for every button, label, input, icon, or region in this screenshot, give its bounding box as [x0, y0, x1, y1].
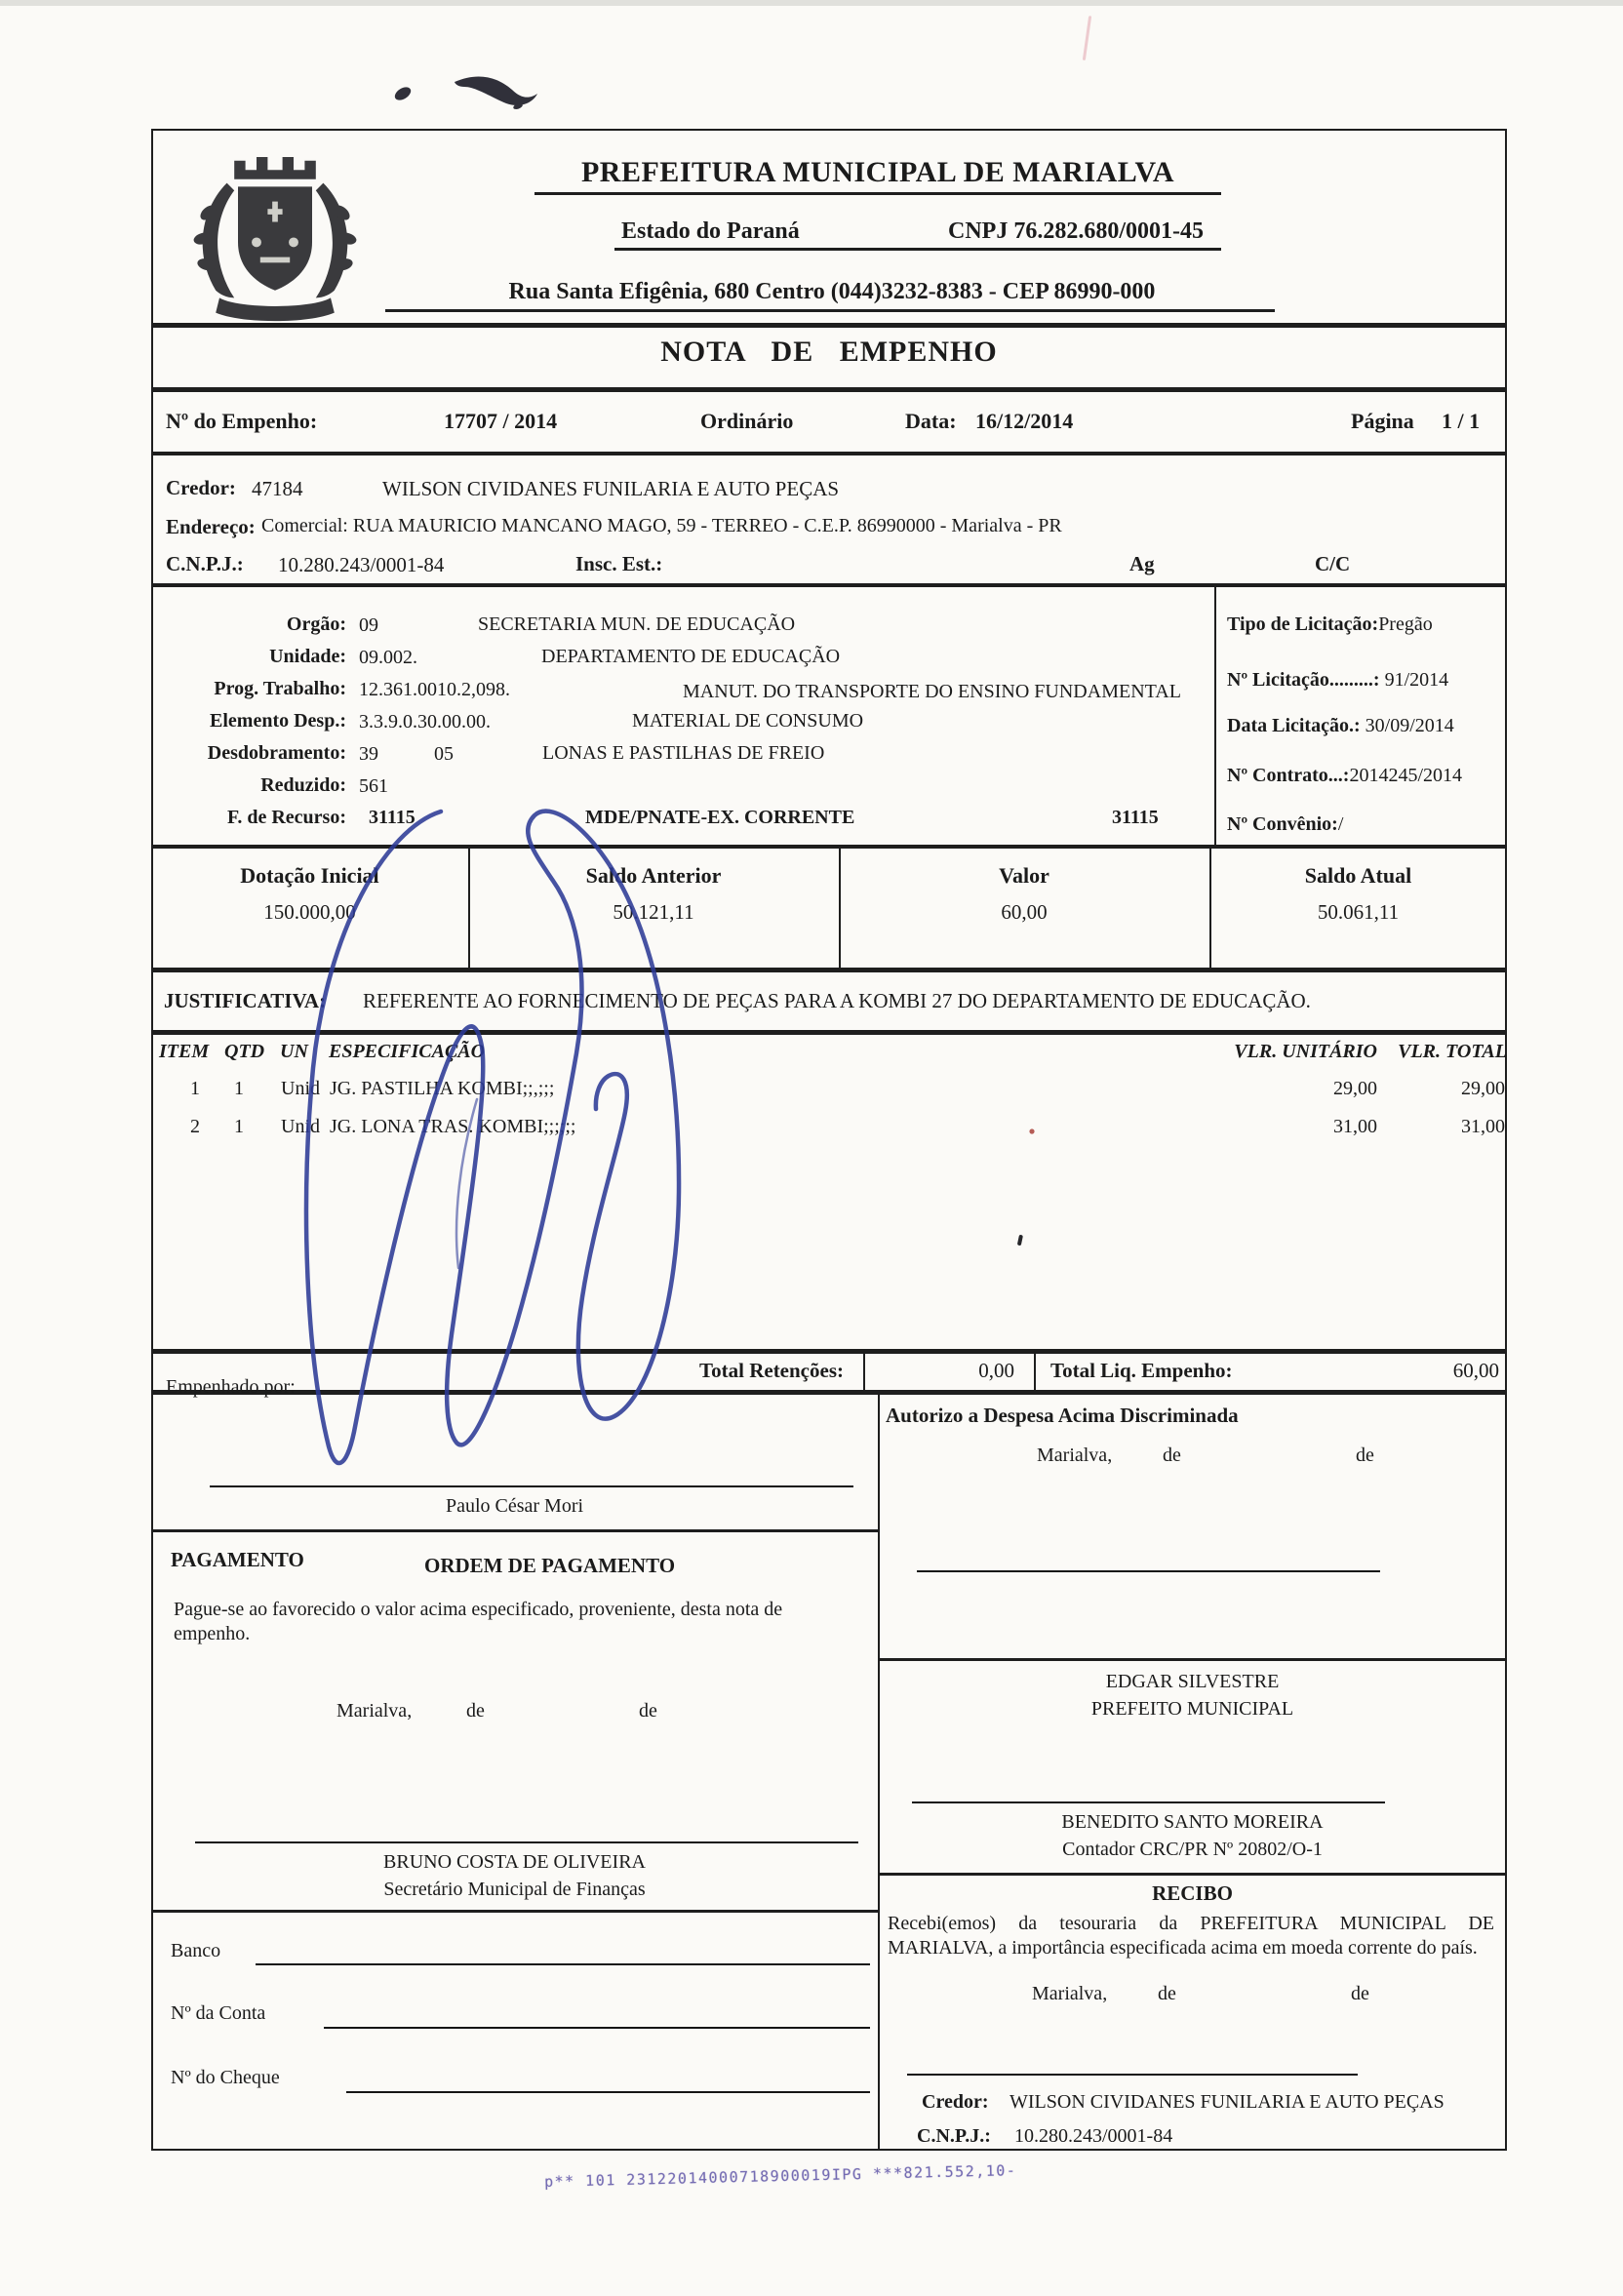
valor-header: Valor	[999, 863, 1049, 888]
address-underline	[385, 309, 1275, 312]
total-liq-label: Total Liq. Empenho:	[1050, 1359, 1233, 1382]
orgao-code: 09	[359, 614, 378, 636]
item-1-vlr-total: 29,00	[1461, 1078, 1505, 1099]
page-title: NOTA DE EMPENHO	[660, 336, 998, 368]
num-convenio-value: /	[1337, 813, 1344, 835]
num-convenio-label: Nº Convênio:	[1227, 813, 1338, 835]
recibo-de-1: de	[1158, 1983, 1176, 2004]
num-convenio	[1227, 812, 1343, 837]
pink-smudge	[1083, 16, 1091, 60]
col-qtd: QTD	[224, 1041, 265, 1062]
banco-line	[256, 1963, 870, 1965]
saldo-atual-header: Saldo Atual	[1304, 863, 1412, 888]
autorizo-de-1: de	[1163, 1445, 1181, 1466]
state-underline	[614, 248, 1221, 251]
municipality-underline	[534, 192, 1221, 195]
empenhado-nome: Paulo César Mori	[445, 1495, 584, 1517]
left-divider-2	[151, 1910, 878, 1913]
conta-label: Nº da Conta	[171, 2002, 266, 2024]
recibo-cnpj-label: C.N.P.J.:	[917, 2125, 991, 2147]
data-licitacao	[1227, 714, 1454, 738]
saldo-anterior-value: 50.121,11	[613, 900, 694, 924]
num-contrato-value: 2014245/2014	[1349, 765, 1463, 786]
totais-div-1	[863, 1351, 865, 1393]
ordem-pagamento-label: ORDEM DE PAGAMENTO	[424, 1554, 676, 1577]
tipo-licitacao-value: Pregão	[1378, 614, 1433, 635]
endereco-label: Endereço:	[166, 515, 256, 538]
ink-blob-marks	[392, 76, 537, 110]
recibo-credor-nome: WILSON CIVIDANES FUNILARIA E AUTO PEÇAS	[1009, 2091, 1445, 2113]
recibo-cnpj-value: 10.280.243/0001-84	[1014, 2125, 1173, 2147]
item-1-vlr-unit: 29,00	[1333, 1078, 1377, 1099]
signature-line-secretario	[195, 1841, 858, 1843]
scan-edge-artifact	[0, 0, 1623, 6]
num-licitacao-label: Nº Licitação.........:	[1227, 669, 1380, 691]
right-divider-1	[878, 1658, 1507, 1661]
orcamento-divider	[1214, 585, 1216, 847]
item-1-qtd: 1	[234, 1078, 244, 1099]
coat-of-arms-icon	[164, 138, 386, 325]
elemento-desp-code: 3.3.9.0.30.00.00.	[359, 711, 491, 732]
reduzido-code: 561	[359, 775, 388, 797]
right-divider-2	[878, 1873, 1507, 1876]
recibo-credor-label: Credor:	[922, 2091, 989, 2113]
orgao-label: Orgão:	[286, 614, 346, 635]
empenho-label: Nº do Empenho:	[166, 409, 318, 433]
conta-line	[324, 2027, 870, 2029]
page-indicator-label: Página	[1351, 409, 1414, 433]
col-vlr-unitario: VLR. UNITÁRIO	[1234, 1041, 1377, 1062]
col-un: UN	[280, 1041, 308, 1062]
valor-value: 60,00	[1001, 900, 1048, 924]
cheque-line	[346, 2091, 870, 2093]
reduzido-label: Reduzido:	[260, 774, 346, 796]
num-licitacao	[1227, 668, 1448, 693]
item-2-vlr-total: 31,00	[1461, 1116, 1505, 1137]
dotacao-value: 150.000,00	[263, 900, 356, 924]
insc-est-label: Insc. Est.:	[575, 552, 663, 575]
num-contrato-label: Nº Contrato...:	[1227, 765, 1350, 786]
municipality-title: PREFEITURA MUNICIPAL DE MARIALVA	[580, 156, 1175, 188]
secretario-cargo: Secretário Municipal de Finanças	[383, 1879, 646, 1900]
pague-se-texto: Pague-se ao favorecido o valor acima especificado, proveniente, desta nota de empenho.	[174, 1599, 783, 1644]
contador-nome: BENEDITO SANTO MOREIRA	[1061, 1811, 1324, 1833]
f-recurso-label: F. de Recurso:	[226, 807, 346, 828]
cnpj-label: C.N.P.J.:	[166, 552, 244, 575]
empenho-number: 17707 / 2014	[444, 409, 558, 433]
pagamento-city: Marialva,	[336, 1700, 413, 1722]
total-retencoes-value: 0,00	[978, 1359, 1014, 1382]
item-1-espec: JG. PASTILHA KOMBI;;,;;;	[330, 1078, 555, 1099]
contador-cargo: Contador CRC/PR Nº 20802/O-1	[1062, 1839, 1323, 1860]
recibo-de-2: de	[1351, 1983, 1369, 2004]
coat-of-arms	[164, 138, 386, 325]
item-2-num: 2	[190, 1116, 200, 1137]
elemento-desp-label: Elemento Desp.:	[210, 710, 346, 732]
credor-name: WILSON CIVIDANES FUNILARIA E AUTO PEÇAS	[382, 477, 840, 500]
desdobramento-desc: LONAS E PASTILHAS DE FREIO	[542, 742, 825, 764]
pagamento-label: PAGAMENTO	[171, 1548, 304, 1571]
unidade-label: Unidade:	[269, 646, 346, 667]
saldo-anterior-header: Saldo Anterior	[585, 863, 722, 888]
signature-line-contador	[912, 1801, 1385, 1803]
left-divider-1	[151, 1529, 878, 1532]
elemento-desp-desc: MATERIAL DE CONSUMO	[632, 710, 864, 732]
recibo-title: RECIBO	[1152, 1881, 1233, 1905]
prefeito-cargo: PREFEITO MUNICIPAL	[1090, 1698, 1294, 1720]
lower-center-divider	[878, 1393, 880, 2151]
empenho-date: 16/12/2014	[975, 409, 1074, 433]
item-1-num: 1	[190, 1078, 200, 1099]
col-vlr-total: VLR. TOTAL	[1398, 1041, 1507, 1062]
page-indicator: 1 / 1	[1442, 409, 1481, 433]
data-licitacao-label: Data Licitação.:	[1227, 715, 1361, 736]
num-contrato	[1227, 764, 1462, 788]
desdobramento-code2: 05	[434, 743, 454, 765]
justificativa-label: JUSTIFICATIVA:	[164, 989, 327, 1012]
autorizo-label: Autorizo a Despesa Acima Discriminada	[886, 1404, 1239, 1427]
tipo-licitacao	[1227, 613, 1433, 637]
totais-div-2	[1034, 1351, 1036, 1393]
saldo-atual-value: 50.061,11	[1317, 900, 1400, 924]
item-2-espec: JG. LONA TRAS. KOMBI;;;;;;	[330, 1116, 576, 1137]
recibo-texto: Recebi(emos) da tesouraria da PREFEITURA MUNICIPAL DE MARIALVA, a importância especificada acima em moeda corrente do país.	[888, 1913, 1494, 1959]
banco-label: Banco	[171, 1940, 221, 1961]
tipo-licitacao-label: Tipo de Licitação:	[1227, 614, 1379, 635]
empenho-type: Ordinário	[700, 409, 794, 433]
pagamento-de-2: de	[639, 1700, 657, 1722]
data-licitacao-value: 30/09/2014	[1365, 715, 1454, 736]
item-2-vlr-unit: 31,00	[1333, 1116, 1377, 1137]
item-2-qtd: 1	[234, 1116, 244, 1137]
cc-label: C/C	[1315, 552, 1351, 575]
header-cnpj: CNPJ 76.282.680/0001-45	[948, 218, 1204, 244]
ag-label: Ag	[1129, 552, 1155, 575]
empenho-row-box	[151, 390, 1507, 454]
address-line: Rua Santa Efigênia, 680 Centro (044)3232-8383 - CEP 86990-000	[508, 279, 1156, 304]
autorizo-city: Marialva,	[1037, 1445, 1113, 1466]
total-retencoes-label: Total Retenções:	[699, 1359, 844, 1382]
credor-code: 47184	[252, 477, 303, 500]
dot-matrix-stamp: p** 101 23122014000718900019IPG ***821.552,10-	[543, 2161, 1017, 2191]
prog-trabalho-desc: MANUT. DO TRANSPORTE DO ENSINO FUNDAMENTAL	[683, 681, 1181, 702]
desdobramento-label: Desdobramento:	[207, 742, 346, 764]
empenho-date-label: Data:	[905, 409, 957, 433]
total-liq-value: 60,00	[1452, 1359, 1499, 1382]
signature-line-empenhado	[210, 1485, 853, 1487]
item-1-un: Unid	[281, 1078, 320, 1099]
justificativa-text: REFERENTE AO FORNECIMENTO DE PEÇAS PARA A KOMBI 27 DO DEPARTAMENTO DE EDUCAÇÃO.	[363, 989, 1311, 1012]
state-line: Estado do Paraná	[621, 218, 800, 244]
f-recurso-extra: 31115	[1112, 807, 1159, 828]
pagamento-de-1: de	[466, 1700, 485, 1722]
cheque-label: Nº do Cheque	[171, 2067, 280, 2088]
unidade-code: 09.002.	[359, 647, 417, 668]
signature-line-recibo	[907, 2074, 1358, 2076]
signature-line-autorizo	[917, 1570, 1380, 1572]
credor-label: Credor:	[166, 476, 236, 499]
col-especificacao: ESPECIFICAÇÃO	[329, 1041, 486, 1062]
dotacao-header: Dotação Inicial	[240, 863, 379, 888]
prog-trabalho-label: Prog. Trabalho:	[214, 678, 346, 699]
empenhado-por-label: Empenhado por:	[166, 1376, 296, 1398]
desdobramento-code: 39	[359, 743, 378, 765]
unidade-desc: DEPARTAMENTO DE EDUCAÇÃO	[541, 646, 841, 667]
prefeito-nome: EDGAR SILVESTRE	[1105, 1671, 1280, 1692]
recibo-city: Marialva,	[1032, 1983, 1108, 2004]
f-recurso-desc: MDE/PNATE-EX. CORRENTE	[585, 807, 855, 828]
f-recurso-code: 31115	[369, 807, 416, 828]
col-item: ITEM	[159, 1041, 210, 1062]
orgao-desc: SECRETARIA MUN. DE EDUCAÇÃO	[478, 614, 796, 635]
item-2-un: Unid	[281, 1116, 320, 1137]
prog-trabalho-code: 12.361.0010.2,098.	[359, 679, 510, 700]
secretario-nome: BRUNO COSTA DE OLIVEIRA	[383, 1851, 646, 1873]
endereco-value: Comercial: RUA MAURICIO MANCANO MAGO, 59 - TERREO - C.E.P. 86990000 - Marialva - PR	[261, 515, 1062, 536]
cnpj-value: 10.280.243/0001-84	[278, 553, 445, 576]
autorizo-de-2: de	[1356, 1445, 1374, 1466]
num-licitacao-value: 91/2014	[1384, 669, 1449, 691]
